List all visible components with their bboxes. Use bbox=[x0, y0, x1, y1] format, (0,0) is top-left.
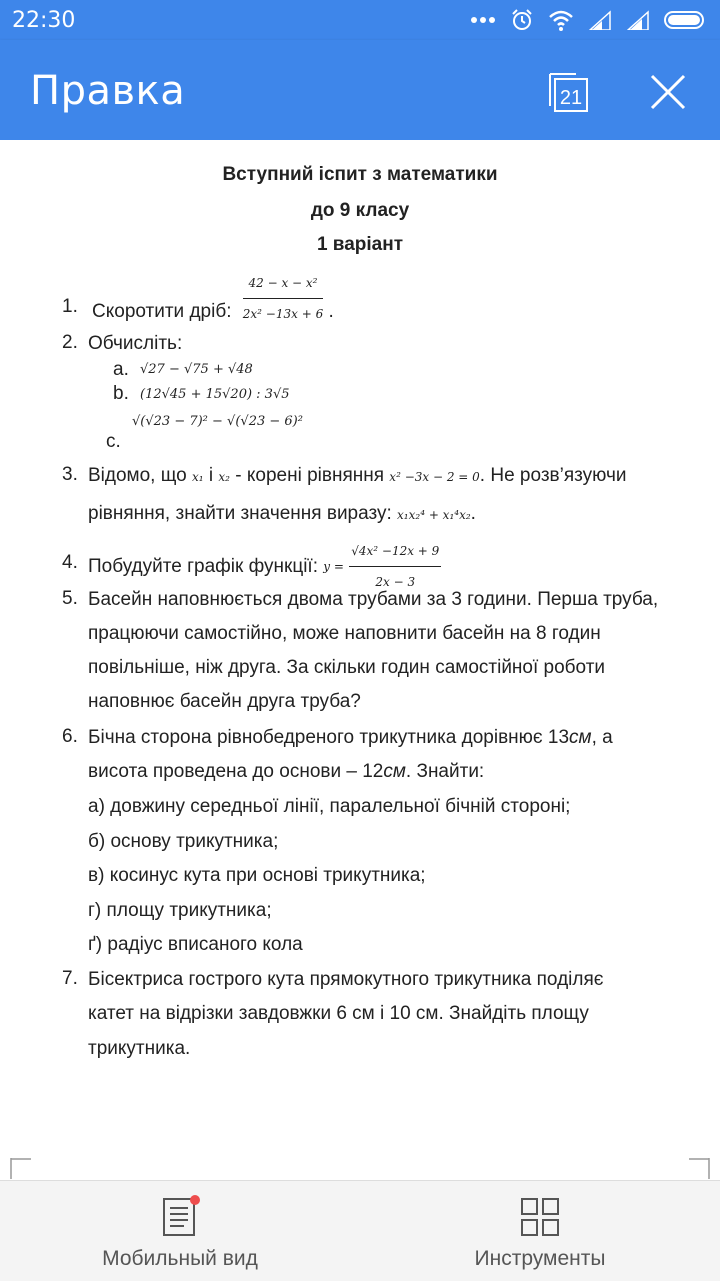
alarm-icon bbox=[510, 8, 534, 32]
q3-end: . bbox=[470, 503, 476, 524]
q1-number: 1. bbox=[62, 296, 78, 317]
q4-denominator: 2x − 3 bbox=[375, 575, 416, 589]
q7-number: 7. bbox=[62, 968, 78, 989]
page-corner-right-icon bbox=[688, 1158, 710, 1180]
doc-heading-3: 1 варіант bbox=[316, 234, 404, 255]
q3-equation: x² −3x − 2 = 0 bbox=[389, 470, 480, 484]
q2-a-expr: √27 − √75 + √48 bbox=[140, 362, 253, 377]
mobile-view-tab[interactable] bbox=[0, 1181, 360, 1281]
q2-b-label: b. bbox=[113, 383, 129, 404]
doc-heading-1: Вступний іспит з математики bbox=[222, 164, 498, 185]
q7-line: трикутника. bbox=[88, 1038, 191, 1059]
q1-denominator: 2x² −13x + 6 bbox=[242, 307, 324, 321]
q5-line: працюючи самостійно, може наповнити басейн на 8 годин bbox=[88, 623, 601, 644]
q5-number: 5. bbox=[62, 588, 78, 609]
battery-icon bbox=[664, 10, 708, 30]
q4-y: y = bbox=[323, 559, 344, 574]
q6-text-1-end: , а bbox=[591, 727, 613, 748]
q2-a-label: a. bbox=[113, 359, 129, 380]
q6-number: 6. bbox=[62, 726, 78, 747]
q5-line: наповнює басейн друга труба? bbox=[88, 691, 361, 712]
q2-c-label: c. bbox=[106, 431, 121, 452]
q6-line2 bbox=[88, 760, 484, 784]
q6-line1 bbox=[88, 726, 613, 750]
q4-numerator: √4x² −12x + 9 bbox=[349, 539, 441, 567]
q1-text: Скоротити дріб: bbox=[92, 300, 232, 322]
doc-heading-2: до 9 класу bbox=[310, 200, 410, 221]
tools-tab[interactable] bbox=[360, 1181, 720, 1281]
mobile-view-label: Мобильный вид bbox=[102, 1247, 258, 1270]
q1-numerator: 42 − x − x² bbox=[243, 271, 323, 299]
q6-text-2: висота проведена до основи – 12 bbox=[88, 761, 384, 782]
q3-x2: x₂ bbox=[218, 470, 230, 484]
document-icon bbox=[158, 1195, 202, 1239]
close-icon bbox=[646, 70, 690, 114]
q6-unit-2: см bbox=[383, 761, 406, 782]
close-button[interactable] bbox=[646, 70, 690, 114]
q5-line: Басейн наповнюється двома трубами за 3 години. Перша труба, bbox=[88, 589, 659, 610]
document-page bbox=[0, 140, 720, 1180]
q3-line2 bbox=[88, 502, 476, 527]
q3-line1 bbox=[88, 464, 627, 489]
status-time: 22:30 bbox=[12, 8, 76, 33]
q2-text: Обчисліть: bbox=[88, 333, 183, 354]
q6-item: ґ) радіус вписаного кола bbox=[88, 934, 303, 955]
q1-fraction bbox=[243, 271, 323, 326]
q6-item: г) площу трикутника; bbox=[88, 900, 272, 921]
q1 bbox=[92, 271, 334, 326]
q2-c-expr: √(√23 − 7)² − √(√23 − 6)² bbox=[132, 414, 303, 429]
q3-number: 3. bbox=[62, 464, 78, 485]
page-corner-left-icon bbox=[10, 1158, 32, 1180]
q3-and: і bbox=[208, 465, 214, 486]
q2-b-expr: (12√45 + 15√20) : 3√5 bbox=[140, 387, 290, 402]
q3-text-c: . Не розв’язуючи bbox=[479, 465, 627, 486]
pages-icon bbox=[546, 70, 590, 114]
q3-text-d: рівняння, знайти значення виразу: bbox=[88, 503, 392, 524]
app-title: Правка bbox=[30, 68, 186, 114]
q7-line: катет на відрізки завдовжки 6 см і 10 см. Знайдіть площу bbox=[88, 1003, 589, 1024]
q3-text-b: - корені рівняння bbox=[235, 465, 385, 486]
q3-x1: x₁ bbox=[192, 470, 204, 484]
q4-text: Побудуйте графік функції: bbox=[88, 555, 318, 577]
q7-line: Бісектриса гострого кута прямокутного трикутника поділяє bbox=[88, 969, 604, 990]
app-bar bbox=[0, 40, 720, 140]
more-dots-icon bbox=[470, 16, 496, 24]
signal-icon-2 bbox=[626, 10, 650, 30]
q4 bbox=[88, 539, 441, 594]
q6-item: б) основу трикутника; bbox=[88, 831, 279, 852]
wifi-icon bbox=[548, 9, 574, 31]
tools-label: Инструменты bbox=[474, 1247, 606, 1270]
q6-text-1: Бічна сторона рівнобедреного трикутника дорівнює 13 bbox=[88, 727, 570, 748]
q5-line: повільніше, ніж друга. За скільки годин самостійної роботи bbox=[88, 657, 606, 678]
q3-expression: x₁x₂⁴ + x₁⁴x₂ bbox=[397, 508, 471, 522]
q3-text-a: Відомо, що bbox=[88, 465, 187, 486]
signal-icon bbox=[588, 10, 612, 30]
q6-item: в) косинус кута при основі трикутника; bbox=[88, 865, 426, 886]
q1-end: . bbox=[328, 300, 334, 322]
status-bar bbox=[0, 0, 720, 40]
q4-fraction bbox=[349, 539, 441, 594]
pages-count: 21 bbox=[559, 87, 583, 109]
q4-number: 4. bbox=[62, 552, 78, 573]
q6-text-2-end: . Знайти: bbox=[405, 761, 485, 782]
q2-number: 2. bbox=[62, 332, 78, 353]
status-icons bbox=[470, 8, 708, 32]
bottom-toolbar bbox=[0, 1180, 720, 1281]
q6-unit-1: см bbox=[569, 727, 592, 748]
pages-button[interactable] bbox=[546, 70, 590, 114]
q6-item: а) довжину середньої лінії, паралельної бічній стороні; bbox=[88, 796, 571, 817]
grid-icon bbox=[518, 1195, 562, 1239]
